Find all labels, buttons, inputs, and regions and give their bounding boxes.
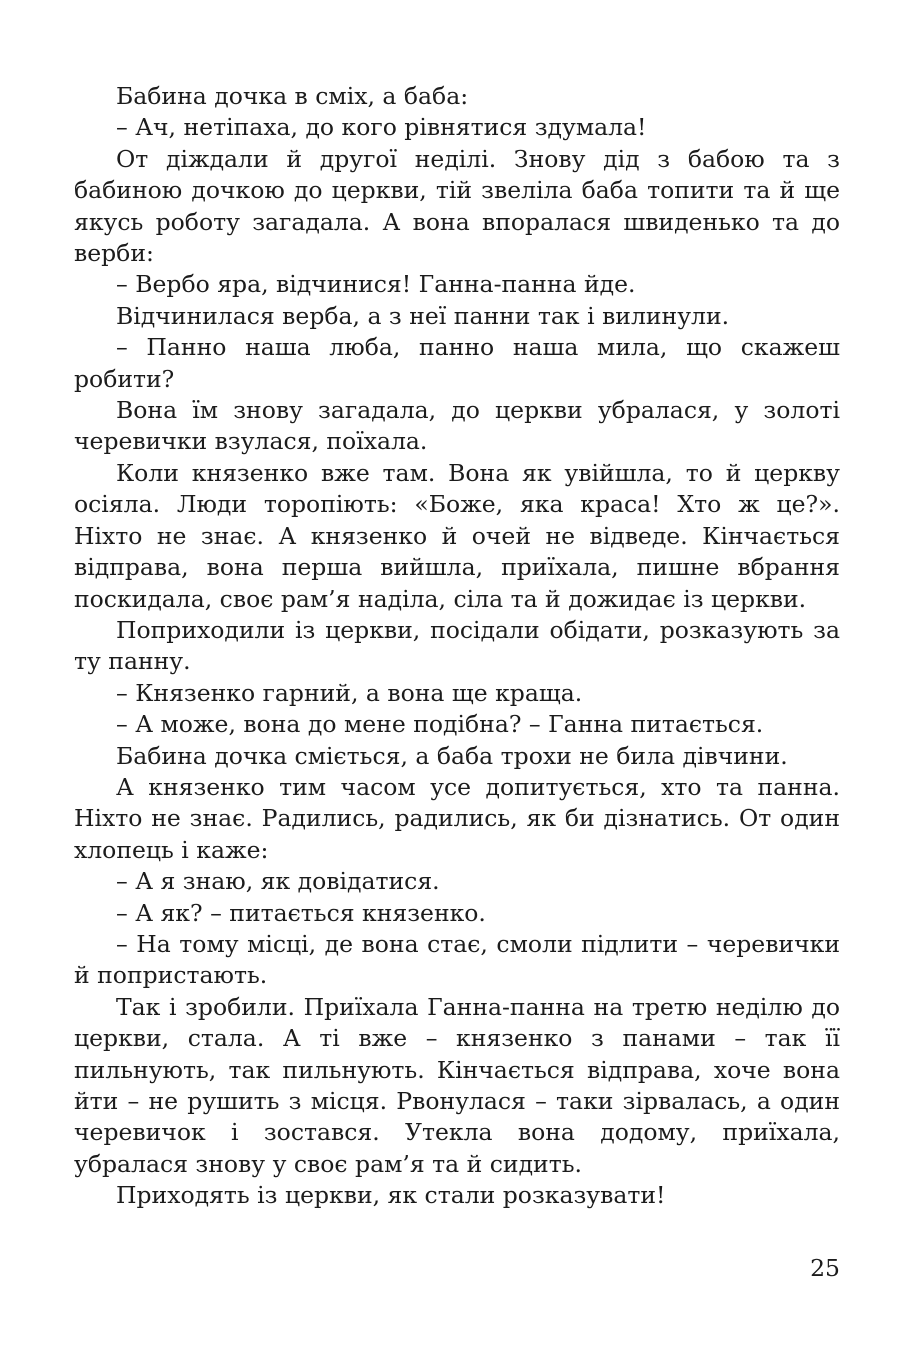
paragraph: Так і зробили. Приїхала Ганна-панна на третю неділю до церкви, стала. А ті вже – князенко з панами – так її пильнують, так пильнують. Кінчається відправа, хоче вона йти – не рушить з місця. Рвонулася – таки зірвалась, а один черевичок і зостався. Утекла вона додому, приїхала, убралася знову у своє рам’я та й сидить.: [74, 992, 840, 1178]
paragraph: Приходять із церкви, як стали розказувати!: [116, 1181, 666, 1210]
paragraph: Коли князенко вже там. Вона як увійшла, то й церкву осіяла. Люди торопіють: «Боже, яка краса! Хто ж це?». Ніхто не знає. А князенко й очей не відведе. Кінчається відправа, вона перша вийшла, приїхала, пишне вбрання поскидала, своє рам’я наділа, сіла та й дожидає із церкви.: [74, 458, 840, 613]
paragraph: – А як? – питається князенко.: [116, 898, 486, 927]
paragraph: – На тому місці, де вона стає, смоли підлити – черевички й попристають.: [74, 929, 840, 990]
paragraph: А князенко тим часом усе допитується, хто та панна. Ніхто не знає. Радились, радились, як би дізнатись. От один хлопець і каже:: [74, 772, 840, 864]
paragraph: – Ач, нетіпаха, до кого рівнятися здумала!: [116, 113, 647, 142]
page-text: [74, 81, 840, 1212]
page-number: 25: [810, 1254, 840, 1282]
paragraph: – А я знаю, як довідатися.: [116, 867, 440, 896]
paragraph: Вона їм знову загадала, до церкви убралася, у золоті черевички взулася, поїхала.: [74, 396, 840, 456]
paragraph: – Панно наша люба, панно наша мила, що скажеш робити?: [74, 333, 840, 393]
paragraph: Поприходили із церкви, посідали обідати, розказують за ту панну.: [74, 615, 840, 676]
paragraph: Бабина дочка сміється, а баба трохи не била дівчини.: [116, 741, 788, 770]
paragraph: – Вербо яра, відчинися! Ганна-панна йде.: [116, 270, 636, 299]
paragraph: Відчинилася верба, а з неї панни так і вилинули.: [116, 301, 730, 330]
paragraph: – А може, вона до мене подібна? – Ганна питається.: [116, 710, 764, 739]
paragraph: Бабина дочка в сміх, а баба:: [116, 82, 469, 110]
paragraph: От діждали й другої неділі. Знову дід з бабою та з бабиною дочкою до церкви, тій звеліла баба топити та й ще якусь роботу загадала. А вона впоралася швиденько та до верби:: [74, 144, 840, 268]
paragraph: – Князенко гарний, а вона ще краща.: [116, 678, 583, 707]
